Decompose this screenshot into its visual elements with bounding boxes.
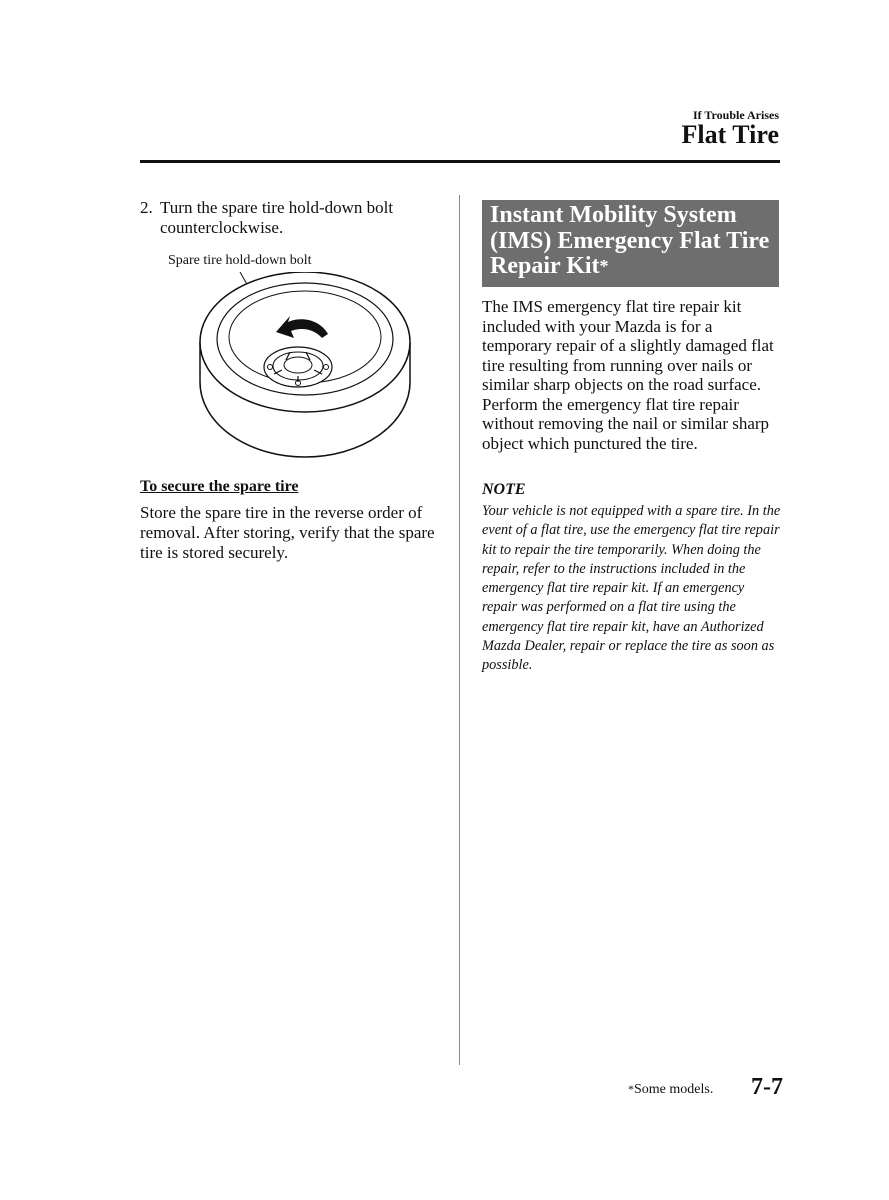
- note-label: NOTE: [482, 481, 526, 498]
- page-number: 7-7: [751, 1074, 783, 1100]
- section-title-box: [482, 200, 779, 287]
- right-body-paragraph: The IMS emergency flat tire repair kit included with your Mazda is for a temporary repair of a slightly damaged flat tire resulting from running over nails or similar sharp objects on the road surface.: [482, 297, 774, 394]
- column-divider: [459, 195, 460, 1065]
- note-text: Your vehicle is not equipped with a spare tire. In the event of a flat tire, use the emergency flat tire repair kit to repair the tire temporarily. When doing the repair, refer to the instructions included in the emergency flat tire repair kit. If an emergency repair was performed on a flat tire using the emergency flat tire repair kit, have an Authorized Mazda Dealer, repair or replace the tire as soon as possible.: [482, 503, 781, 674]
- section-title: Instant Mobility System (IMS) Emergency Flat Tire Repair Kit: [490, 202, 770, 279]
- step-item: [140, 198, 440, 238]
- left-body-text: Store the spare tire in the reverse order of removal. After storing, verify that the spare tire is stored securely.: [140, 503, 435, 562]
- subheading: To secure the spare tire: [140, 478, 299, 495]
- step-number: 2.: [140, 198, 153, 217]
- spare-tire-bolt-illustration-icon: [190, 272, 420, 467]
- header-rule: [140, 160, 780, 163]
- star-icon: *: [599, 256, 609, 276]
- footnote-text: Some models.: [634, 1082, 714, 1097]
- left-column: [140, 198, 440, 238]
- section-header: If Trouble Arises: [692, 108, 779, 122]
- figure-caption: Spare tire hold-down bolt: [168, 253, 312, 268]
- step-text: Turn the spare tire hold-down bolt counterclockwise.: [160, 198, 394, 237]
- footnote-star-icon: *: [628, 1082, 634, 1096]
- page-title: Flat Tire: [681, 120, 779, 149]
- right-body: [482, 297, 782, 453]
- right-body-paragraph-2: Perform the emergency flat tire repair without removing the nail or similar sharp object which punctured the tire.: [482, 394, 770, 453]
- footnote: [628, 1082, 713, 1098]
